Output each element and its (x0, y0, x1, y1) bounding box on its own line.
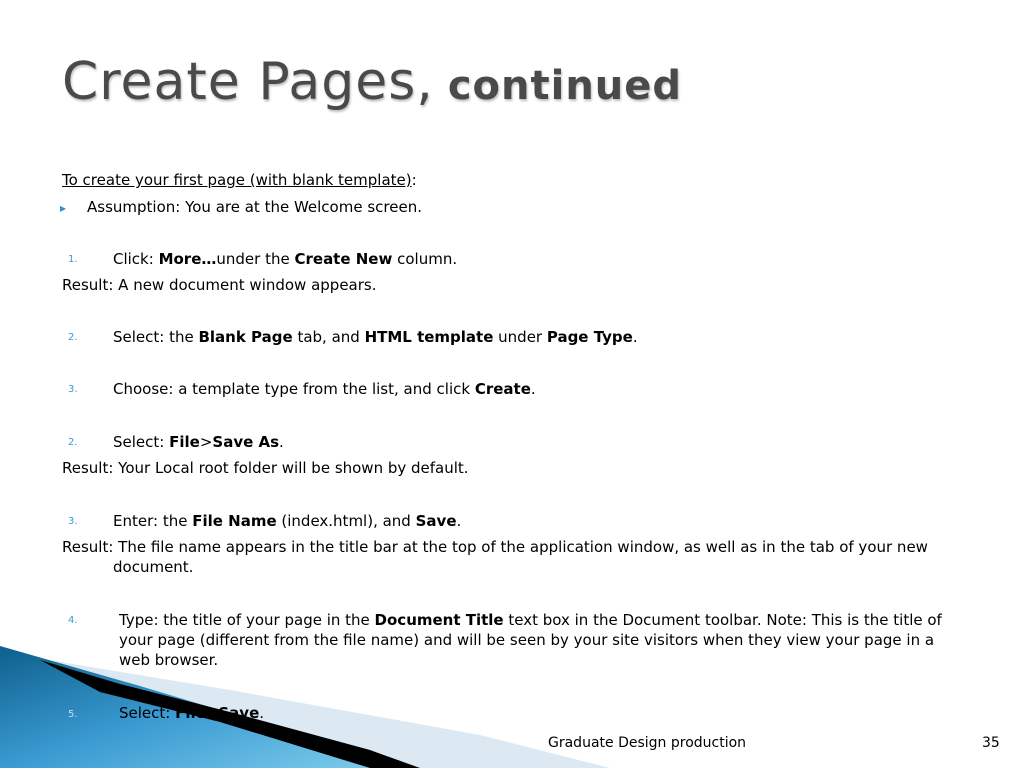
step-text: Select: (113, 433, 170, 451)
step-text: . (279, 433, 284, 451)
step-number: 5. (68, 709, 78, 720)
step-1 (113, 249, 457, 269)
step-text: under the (216, 250, 295, 268)
step-text: Select: (119, 704, 176, 722)
step-4 (113, 432, 284, 452)
step-bold: Save As (212, 433, 280, 451)
step-bold: Page Type (546, 328, 633, 346)
step-bold: File Name (192, 512, 277, 530)
step-text: Choose: a template type from the list, and click (113, 380, 475, 398)
step-text: . (259, 704, 265, 722)
step-text: Select: the (113, 328, 199, 346)
step-bold: File (169, 433, 200, 451)
assumption-text: Assumption: You are at the Welcome screen. (87, 198, 422, 216)
step-bold: File>Save (175, 704, 260, 722)
step-number: 3. (68, 384, 78, 395)
step-text: > (199, 433, 213, 451)
intro-heading: To create your first page (with blank template) (62, 171, 412, 189)
step-number: 1. (68, 254, 78, 265)
result-2: Result: Your Local root folder will be shown by default. (62, 459, 469, 477)
step-number: 4. (68, 615, 78, 626)
intro-line (62, 170, 417, 190)
step-bold: More… (158, 250, 217, 268)
step-text: Click: (113, 250, 159, 268)
step-bold: Blank Page (198, 328, 293, 346)
step-text: Enter: the (113, 512, 193, 530)
step-bold: HTML template (364, 328, 494, 346)
step-7 (119, 703, 264, 723)
step-text: under (493, 328, 547, 346)
title-main: Create Pages, (62, 52, 434, 112)
page-number: 35 (982, 735, 1000, 751)
footer-text: Graduate Design production (548, 735, 747, 751)
step-6: Type: the title of your page in the Document Title text box in the Document toolbar. Note: This is the title of your page (different from the file name) and will be seen by your site visitors when they view your page in a web browser. (119, 611, 942, 669)
step-5 (113, 511, 461, 531)
step-3 (113, 379, 536, 399)
page-title (62, 52, 682, 112)
step-2 (113, 327, 638, 347)
step-number: 3. (68, 516, 78, 527)
step-text: . (530, 380, 536, 398)
step-text: . (632, 328, 638, 346)
step-text: . (456, 512, 462, 530)
step-bold: Save (415, 512, 457, 530)
step-bold: Create New (294, 250, 393, 268)
step-bold: Document Title (374, 611, 504, 629)
step-text: tab, and (292, 328, 365, 346)
result-3: Result: The file name appears in the title bar at the top of the application window, as well as in the tab of your new document. (62, 538, 928, 576)
intro-colon: : (411, 171, 417, 189)
result-1: Result: A new document window appears. (62, 276, 377, 294)
step-number: 2. (68, 332, 78, 343)
bullet-arrow-icon: ▸ (60, 201, 67, 215)
step-text: column. (392, 250, 458, 268)
step-bold: Create (474, 380, 531, 398)
title-sub: continued (447, 63, 683, 109)
step-number: 2. (68, 437, 78, 448)
step-text: (index.html), and (276, 512, 416, 530)
